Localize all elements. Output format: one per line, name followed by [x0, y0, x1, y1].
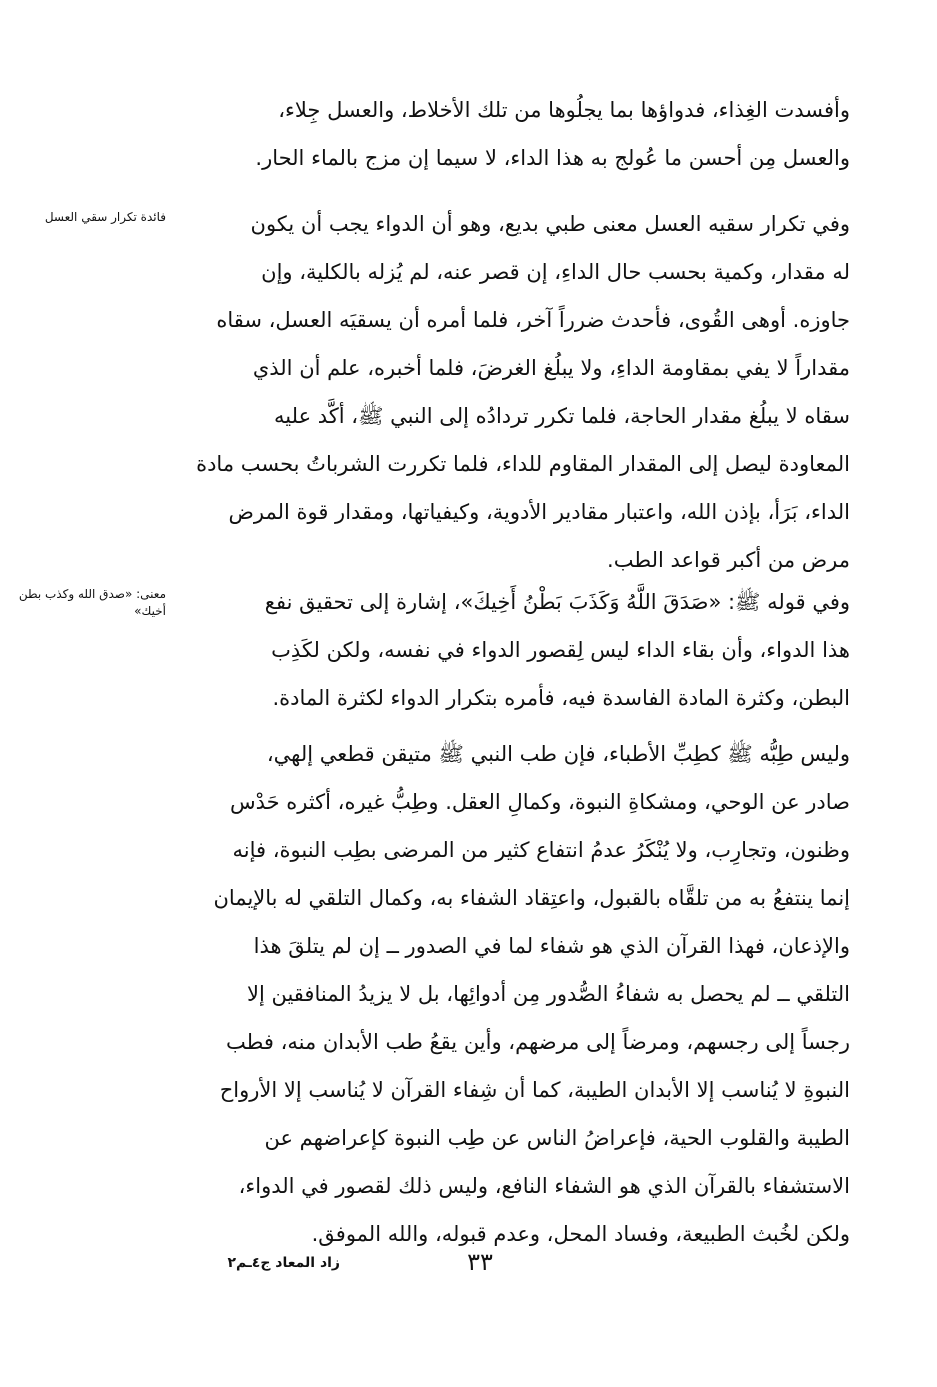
side-note: فائدة تكرار سقي العسل [44, 210, 166, 224]
text-line: وفي قوله ﷺ: «صَدَقَ اللَّهُ وَكَذَبَ بَطْنُ أَخِيكَ»، إشارة إلى تحقيق نفع [264, 590, 850, 614]
text-line: النبوةِ لا يُناسب إلا الأبدان الطيبة، كما أن شِفاء القرآن لا يُناسب إلا الأرواح [219, 1078, 850, 1102]
text-line: وظنون، وتجارِب، ولا يُنْكَرُ عدمُ انتفاع كثير من المرضى بطِب النبوة، فإنه [232, 838, 850, 862]
text-line: رجساً إلى رجسهم، ومرضاً إلى مرضهم، وأين يقعُ طب الأبدان منه، فطب [226, 1030, 850, 1054]
text-line: جاوزه. أوهى القُوى، فأحدث ضرراً آخر، فلما أمره أن يسقيَه العسل، سقاه [216, 308, 850, 332]
text-line: وأفسدت الغِذاء، فدواؤها بما يجلُوها من تلك الأخلاط، والعسل جِلاء، [278, 98, 850, 122]
paragraph [170, 730, 850, 1258]
text-line: هذا الدواء، وأن بقاء الداء ليس لِقصور الدواء في نفسه، ولكن لكَذِب [271, 638, 850, 662]
paragraph [170, 86, 850, 182]
text-line: الداء، بَرَأ، بإذن الله، واعتبار مقادير الأدوية، وكيفياتها، ومقدار قوة المرض [228, 500, 850, 524]
paragraph [170, 200, 850, 584]
text-line: الطيبة والقلوب الحية، فإعراضُ الناس عن طِب النبوة كإعراضهم عن [264, 1126, 850, 1150]
side-note: معنى: «صدق الله وكذب بطن أخيك» [18, 587, 166, 618]
paragraph [170, 578, 850, 722]
text-line: مرض من أكبر قواعد الطب. [607, 548, 850, 572]
text-line: الاستشفاء بالقرآن الذي هو الشفاء النافع، وليس ذلك لقصور في الدواء، [238, 1174, 850, 1198]
text-line: والإذعان، فهذا القرآن الذي هو شفاء لما في الصدور ــ إن لم يتلقَ هذا [253, 934, 850, 958]
text-line: وليس طِبُّه ﷺ كطِبِّ الأطباء، فإن طب النبي ﷺ متيقن قطعي إلهي، [266, 742, 850, 766]
text-line: له مقدار، وكمية بحسب حال الداءِ، إن قصر عنه، لم يُزله بالكلية، وإن [261, 260, 850, 284]
text-line: إنما ينتفعُ به من تلقَّاه بالقبول، واعتِقاد الشفاء به، وكمال التلقي له بالإيمان [213, 886, 850, 910]
text-line: وفي تكرار سقيه العسل معنى طبي بديع، وهو أن الدواء يجب أن يكون [250, 212, 850, 236]
text-line: ولكن لخُبث الطبيعة، وفساد المحل، وعدم قبوله، والله الموفق. [311, 1222, 850, 1246]
text-line: والعسل مِن أحسن ما عُولج به هذا الداء، لا سيما إن مزج بالماء الحار. [255, 146, 850, 170]
text-line: المعاودة ليصل إلى المقدار المقاوم للداء، فلما تكررت الشرباتُ بحسب مادة [196, 452, 850, 476]
text-line: مقداراً لا يفي بمقاومة الداءِ، ولا يبلُغ الغرضَ، فلما أخبره، علم أن الذي [252, 356, 850, 380]
text-line: صادر عن الوحي، ومشكاةِ النبوة، وكمالِ العقل. وطِبُّ غيره، أكثره حَدْس [229, 790, 850, 814]
text-line: البطن، وكثرة المادة الفاسدة فيه، فأمره بتكرار الدواء لكثرة المادة. [272, 686, 850, 710]
page-number: ٣٣ [467, 1248, 493, 1276]
text-line: سقاه لا يبلُغ مقدار الحاجة، فلما تكرر تردادُه إلى النبي ﷺ، أكَّد عليه [274, 404, 850, 428]
book-reference: زاد المعاد ج٤ـم٢ [227, 1255, 340, 1271]
text-line: التلقي ــ لم يحصل به شفاءُ الصُّدور مِن أدوائِها، بل لا يزيدُ المنافقين إلا [247, 982, 850, 1006]
